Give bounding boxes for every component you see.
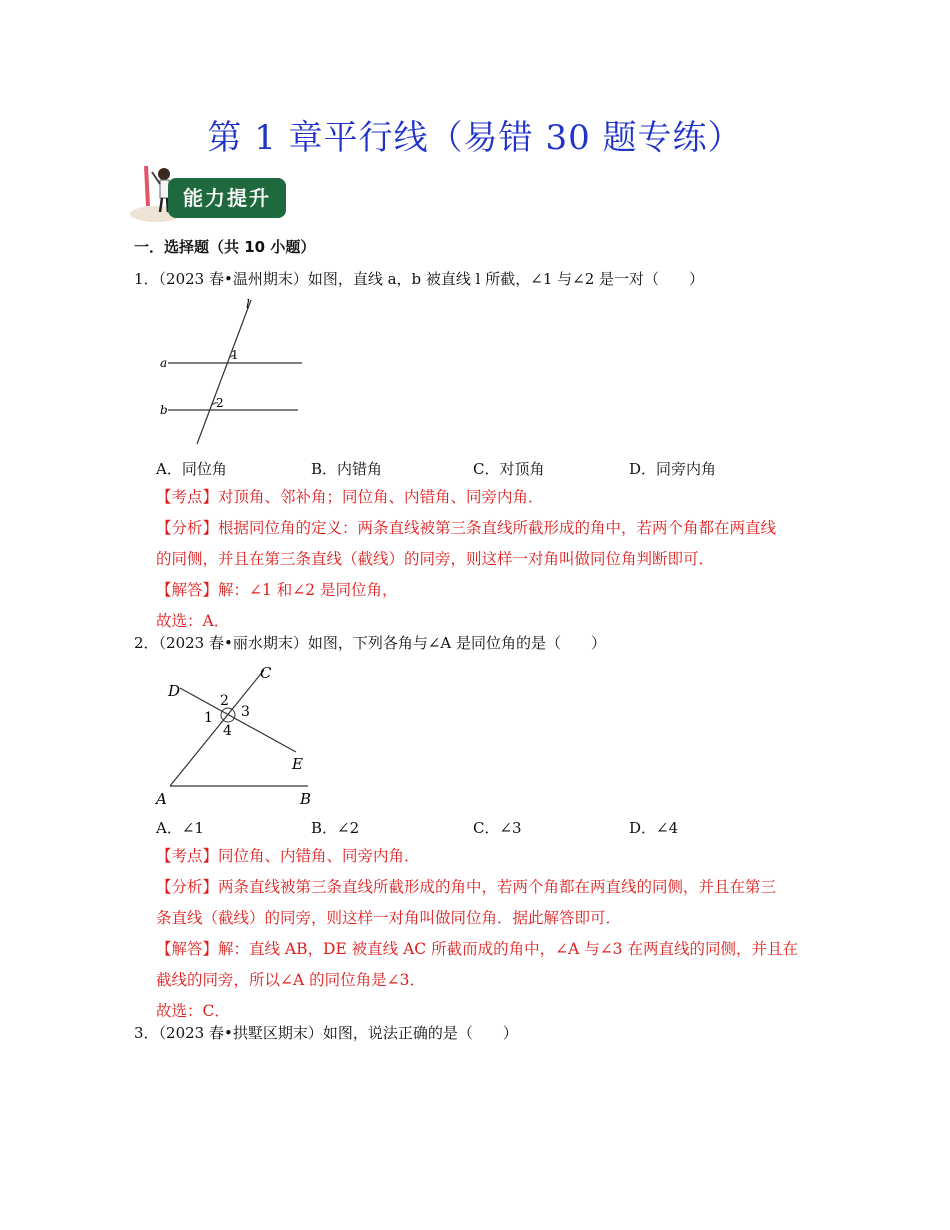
- option-d: D．同旁内角: [629, 460, 717, 478]
- question-1-options: [156, 458, 876, 480]
- question-2-solution: [156, 841, 816, 1027]
- label-angle-2: 2: [216, 396, 224, 410]
- line-ac: [170, 670, 264, 786]
- label-angle-1: 1: [231, 348, 239, 362]
- option-a: A．∠1: [156, 819, 204, 837]
- jieda-line-1: 【解答】解：直线 AB，DE 被直线 AC 所截而成的角中，∠A 与∠3 在两直线的同侧，并且在: [156, 940, 798, 958]
- question-1-solution: [156, 482, 816, 637]
- label-b: b: [160, 403, 168, 417]
- label-angle-4: 4: [223, 723, 232, 739]
- label-angle-3: 3: [241, 704, 250, 720]
- label-a: A: [156, 790, 167, 808]
- fenxi-line-1: 【分析】根据同位角的定义：两条直线被第三条直线所截形成的角中，若两个角都在两直线: [156, 519, 777, 537]
- page-title: 第 1 章平行线（易错 30 题专练）: [207, 118, 743, 158]
- ability-badge: [128, 160, 288, 226]
- label-b: B: [300, 790, 312, 808]
- option-d: D．∠4: [629, 819, 679, 837]
- question-1-figure: [156, 296, 316, 446]
- label-l: l: [246, 297, 250, 311]
- option-b: B．内错角: [311, 460, 383, 478]
- question-2-stem: 2．（2023 春•丽水期末）如图，下列各角与∠A 是同位角的是（ ）: [134, 634, 607, 652]
- line-de: [180, 688, 296, 752]
- label-c: C: [260, 664, 272, 682]
- jieda: 【解答】解：∠1 和∠2 是同位角，: [156, 581, 398, 599]
- fenxi-line-1: 【分析】两条直线被第三条直线所截形成的角中，若两个角都在两直线的同侧，并且在第三: [156, 878, 777, 896]
- kaodian: 【考点】同位角、内错角、同旁内角．: [156, 847, 420, 865]
- jieda-line-2: 截线的同旁，所以∠A 的同位角是∠3．: [156, 971, 425, 989]
- question-1-stem: 1．（2023 春•温州期末）如图，直线 a，b 被直线 l 所截，∠1 与∠2 是一对（ ）: [134, 270, 705, 288]
- question-2-options: [156, 817, 876, 839]
- option-c: C．对顶角: [473, 460, 545, 478]
- answer: 故选：C．: [156, 1002, 230, 1020]
- option-c: C．∠3: [473, 819, 522, 837]
- fenxi-line-2: 的同侧，并且在第三条直线（截线）的同旁，则这样一对角叫做同位角判断即可．: [156, 550, 715, 568]
- option-a: A．同位角: [156, 460, 227, 478]
- option-b: B．∠2: [311, 819, 360, 837]
- section-heading: 一．选择题（共 10 小题）: [134, 238, 316, 256]
- label-d: D: [168, 682, 181, 700]
- label-angle-1: 1: [204, 710, 213, 726]
- question-2-figure: [150, 658, 330, 810]
- transversal-l: [197, 300, 251, 444]
- fenxi-line-2: 条直线（截线）的同旁，则这样一对角叫做同位角．据此解答即可．: [156, 909, 622, 927]
- question-3-stem: 3．（2023 春•拱墅区期末）如图，说法正确的是（ ）: [134, 1024, 518, 1042]
- label-a: a: [160, 356, 168, 370]
- badge-label: 能力提升: [168, 178, 286, 218]
- answer: 故选：A．: [156, 612, 230, 630]
- label-angle-2: 2: [220, 693, 229, 709]
- label-e: E: [292, 755, 303, 773]
- kaodian: 【考点】对顶角、邻补角；同位角、内错角、同旁内角．: [156, 488, 544, 506]
